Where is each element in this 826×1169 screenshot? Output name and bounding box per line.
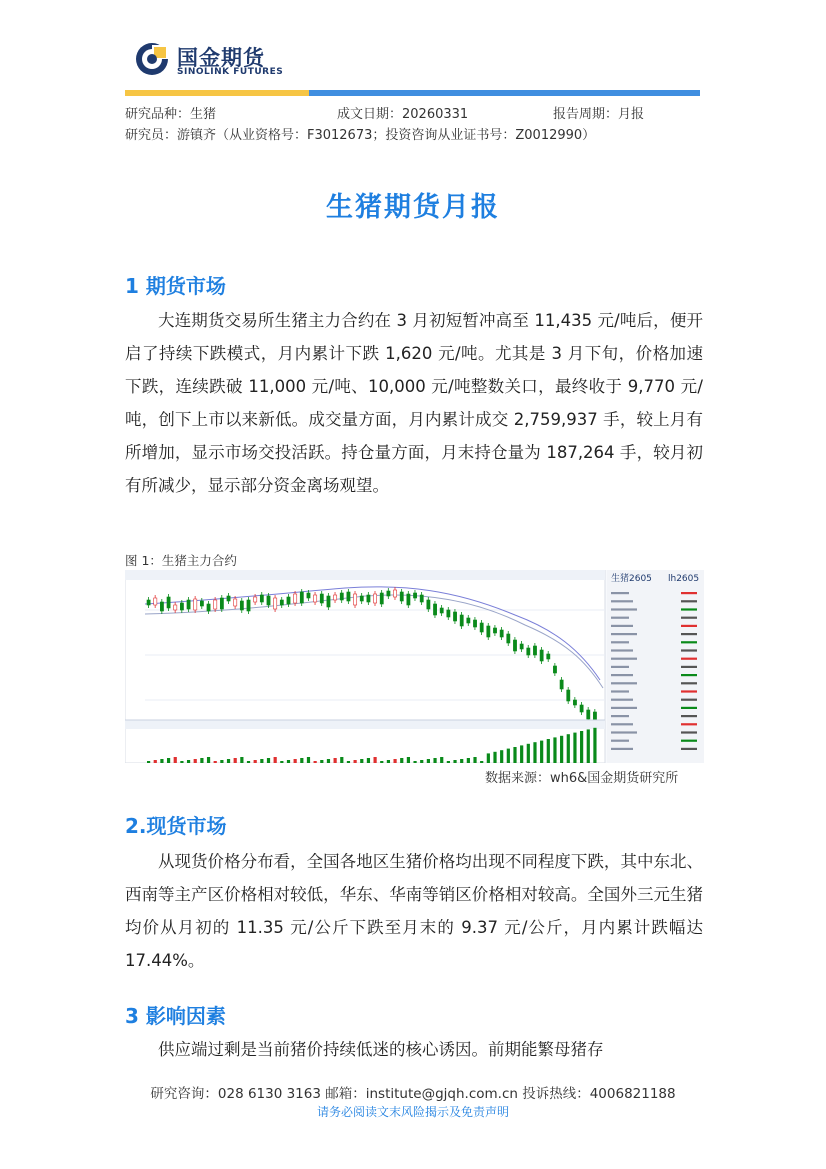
- volume-bar: [547, 739, 550, 763]
- quote-row-label: [611, 658, 637, 660]
- candle-body: [314, 595, 317, 602]
- logo-text-cn: 国金期货: [177, 46, 265, 70]
- volume-bar: [453, 760, 456, 763]
- quote-row-value: [681, 682, 697, 684]
- volume-bar: [247, 761, 250, 763]
- meta-researcher: 研究员：游镇齐（从业资格号：F3012673；投资咨询从业证书号：Z0012990）: [125, 128, 596, 143]
- quote-row-value: [681, 740, 697, 742]
- quote-row-value: [681, 608, 697, 610]
- candle-body: [280, 600, 283, 605]
- volume-bar: [280, 761, 283, 763]
- quote-row-value: [681, 731, 697, 733]
- quote-row-label: [611, 690, 629, 692]
- logo-text-en: SINOLINK FUTURES: [177, 67, 284, 77]
- volume-bar: [260, 759, 263, 763]
- volume-bar: [254, 760, 257, 763]
- candle-body: [154, 598, 157, 605]
- quote-row-label: [611, 666, 629, 668]
- candle-body: [180, 603, 183, 610]
- candle-body: [387, 591, 390, 596]
- candle-body: [553, 666, 556, 673]
- candle-body: [267, 596, 270, 605]
- quote-row-label: [611, 674, 633, 676]
- candle-body: [220, 598, 223, 609]
- candle-body: [580, 705, 583, 712]
- quote-row-value: [681, 707, 697, 709]
- figure-source: 数据来源：wh6&国金期货研究所: [485, 771, 679, 786]
- volume-bar: [200, 758, 203, 763]
- volume-bar: [500, 750, 503, 763]
- quote-row-label: [611, 740, 629, 742]
- quote-row-value: [681, 649, 697, 651]
- candle-body: [433, 604, 436, 615]
- candle-body: [247, 600, 250, 611]
- quote-row-label: [611, 707, 637, 709]
- candle-body: [587, 710, 590, 719]
- volume-bar: [460, 759, 463, 763]
- candle-body: [374, 594, 377, 603]
- quote-row-label: [611, 641, 629, 643]
- volume-bar: [440, 757, 443, 763]
- volume-bar: [154, 760, 157, 763]
- meta-variety: 研究品种：生猪: [125, 107, 217, 122]
- meta-date: 成文日期：20260331: [337, 107, 469, 122]
- quote-row-label: [611, 600, 633, 602]
- quote-row-label: [611, 699, 633, 701]
- volume-bar: [347, 761, 350, 763]
- figure-caption: 图 1：生猪主力合约: [125, 553, 237, 568]
- candle-body: [187, 600, 190, 609]
- volume-bar: [240, 757, 243, 763]
- candle-body: [407, 594, 410, 605]
- candle-body: [567, 690, 570, 701]
- candle-body: [487, 626, 490, 637]
- candle-body: [207, 604, 210, 611]
- candle-body: [380, 593, 383, 604]
- candle-body: [234, 599, 237, 606]
- candle-body: [400, 592, 403, 601]
- volume-bar: [194, 759, 197, 763]
- volume-bar: [167, 758, 170, 763]
- quote-row-value: [681, 633, 697, 635]
- volume-bar: [433, 758, 436, 763]
- quote-row-value: [681, 748, 697, 750]
- quote-row-label: [611, 617, 629, 619]
- candle-body: [240, 601, 243, 610]
- header-divider-bar: [125, 90, 700, 96]
- candle-body: [360, 596, 363, 601]
- candle-body: [274, 598, 277, 609]
- candle-body: [547, 654, 550, 659]
- candle-body: [560, 680, 563, 689]
- volume-bar: [287, 760, 290, 763]
- sinolink-logo-icon: [135, 42, 169, 76]
- volume-bar: [413, 761, 416, 763]
- candle-body: [327, 596, 330, 607]
- candle-body: [160, 602, 163, 611]
- candle-body: [533, 646, 536, 655]
- volume-bar: [234, 758, 237, 763]
- volume-bar: [487, 753, 490, 763]
- section-heading-spot: 2.现货市场: [125, 814, 227, 838]
- volume-bar: [493, 752, 496, 763]
- volume-bar: [560, 736, 563, 763]
- candle-body: [460, 615, 463, 626]
- volume-bar: [473, 757, 476, 763]
- candle-body: [260, 595, 263, 602]
- volume-bar: [147, 761, 150, 763]
- quote-row-label: [611, 592, 629, 594]
- quote-row-value: [681, 666, 697, 668]
- quote-row-label: [611, 682, 637, 684]
- volume-bar: [334, 758, 337, 763]
- candle-body: [300, 592, 303, 603]
- section-heading-futures: 1 期货市场: [125, 274, 226, 298]
- volume-bar: [520, 745, 523, 763]
- candle-body: [227, 596, 230, 601]
- candle-body: [467, 618, 470, 623]
- volume-bar: [354, 760, 357, 763]
- meta-period: 报告周期：月报: [553, 107, 645, 122]
- section-body-spot: [125, 845, 703, 977]
- volume-bar: [480, 761, 483, 763]
- paragraph-spot: 从现货价格分布看，全国各地区生猪价格均出现不同程度下跌，其中东北、西南等主产区价格相对较低，华东、华南等销区价格相对较高。全国外三元生猪均价从月初的 11.35 元/公斤下跌至月末的 9.37 元/公斤，月内累计跌幅达 17.44%。: [125, 852, 703, 970]
- quote-row-value: [681, 658, 697, 660]
- candle-body: [520, 644, 523, 649]
- document-title: 生猪期货月报: [326, 192, 500, 223]
- volume-bar: [367, 758, 370, 763]
- quote-row-value: [681, 600, 697, 602]
- volume-bar: [220, 760, 223, 763]
- volume-bar: [540, 741, 543, 763]
- candle-body: [174, 605, 177, 610]
- candle-body: [200, 601, 203, 606]
- candle-body: [500, 630, 503, 637]
- candle-body: [320, 594, 323, 603]
- candle-body: [507, 634, 510, 643]
- candle-body: [307, 593, 310, 598]
- candle-body: [334, 595, 337, 600]
- volume-bar: [533, 742, 536, 763]
- candle-body: [480, 623, 483, 632]
- candle-body: [254, 597, 257, 602]
- quote-row-label: [611, 715, 629, 717]
- quote-row-value: [681, 723, 697, 725]
- candle-body: [367, 595, 370, 602]
- volume-bar: [374, 757, 377, 763]
- volume-bar: [507, 749, 510, 763]
- candle-body: [167, 597, 170, 608]
- candle-body: [287, 597, 290, 604]
- volume-bar: [274, 757, 277, 763]
- contract-code: lh2605: [668, 574, 700, 584]
- volume-bar: [387, 760, 390, 763]
- volume-bar: [294, 759, 297, 763]
- volume-bar: [340, 757, 343, 763]
- candle-body: [420, 595, 423, 602]
- quote-row-value: [681, 699, 697, 701]
- volume-bar: [527, 744, 530, 763]
- volume-bar: [587, 729, 590, 763]
- quote-row-label: [611, 608, 637, 610]
- volume-bar: [593, 728, 596, 763]
- candle-body: [214, 600, 217, 609]
- contract-label: 生猪2605: [611, 574, 652, 584]
- volume-bar: [214, 761, 217, 763]
- volume-bar: [553, 737, 556, 763]
- candle-body: [194, 599, 197, 610]
- volume-bar: [187, 760, 190, 763]
- volume-bar: [174, 757, 177, 763]
- candle-body: [347, 592, 350, 601]
- candle-body: [573, 700, 576, 705]
- section-heading-factors: 3 影响因素: [125, 1004, 226, 1028]
- candle-body: [513, 640, 516, 651]
- volume-bar: [467, 758, 470, 763]
- volume-bar: [400, 758, 403, 763]
- candle-body: [427, 600, 430, 609]
- footer-contact: 研究咨询：028 6130 3163 邮箱：institute@gjqh.com.cn 投诉热线：4006821188: [150, 1086, 676, 1102]
- volume-bar: [567, 734, 570, 763]
- section-body-futures: [125, 304, 703, 502]
- candle-body: [413, 593, 416, 598]
- volume-bar: [407, 757, 410, 763]
- volume-bar: [393, 759, 396, 763]
- candle-body: [354, 594, 357, 605]
- volume-bar: [320, 760, 323, 763]
- volume-bar: [300, 758, 303, 763]
- candle-body: [294, 594, 297, 603]
- paragraph-factors: 供应端过剩是当前猪价持续低迷的核心诱因。前期能繁母猪存: [158, 1040, 604, 1059]
- quote-row-value: [681, 592, 697, 594]
- quote-row-value: [681, 617, 697, 619]
- candle-body: [147, 600, 150, 605]
- quote-row-value: [681, 625, 697, 627]
- quote-row-label: [611, 723, 633, 725]
- paragraph-futures: 大连期货交易所生猪主力合约在 3 月初短暂冲高至 11,435 元/吨后，便开启了持续下跌模式，月内累计下跌 1,620 元/吨。尤其是 3 月下旬，价格加速下跌，连续跌破 11,000 元/吨、10,000 元/吨整数关口，最终收于 9,770 元/吨，创下上市以来新低。成交量方面，月内累计成交 2,759,937 手，较上月有所增加，显示市场交投活跃。持仓量方面，月末持仓量为 187,264 手，较月初有所减少，显示部分资金离场观望。: [125, 311, 703, 495]
- quote-row-value: [681, 690, 697, 692]
- quote-row-label: [611, 633, 637, 635]
- volume-bar: [307, 757, 310, 763]
- quote-row-label: [611, 625, 633, 627]
- volume-bar: [380, 761, 383, 763]
- volume-bar: [227, 759, 230, 763]
- quote-row-label: [611, 649, 633, 651]
- quote-row-label: [611, 748, 633, 750]
- quote-row-label: [611, 731, 637, 733]
- quote-row-value: [681, 715, 697, 717]
- volume-bar: [513, 747, 516, 763]
- candle-body: [493, 628, 496, 633]
- quote-row-value: [681, 674, 697, 676]
- volume-bar: [427, 759, 430, 763]
- volume-bar: [327, 759, 330, 763]
- candle-body: [440, 608, 443, 613]
- volume-bar: [573, 733, 576, 763]
- candle-body: [473, 620, 476, 627]
- volume-bar: [420, 760, 423, 763]
- volume-bar: [160, 759, 163, 763]
- volume-bar: [447, 761, 450, 763]
- volume-bar: [180, 761, 183, 763]
- quote-row-value: [681, 641, 697, 643]
- candle-body: [527, 648, 530, 655]
- volume-bar: [314, 761, 317, 763]
- volume-bar: [360, 759, 363, 763]
- volume-bar: [580, 731, 583, 763]
- candle-body: [393, 590, 396, 597]
- candle-body: [447, 610, 450, 617]
- candle-body: [540, 650, 543, 661]
- volume-bar: [207, 757, 210, 763]
- volume-bar: [267, 758, 270, 763]
- futures-kline-chart: [125, 570, 704, 763]
- section-body-factors: [125, 1033, 703, 1066]
- footer-disclaimer: 请务必阅读文末风险揭示及免责声明: [316, 1105, 509, 1119]
- candle-body: [453, 612, 456, 621]
- candle-body: [340, 593, 343, 600]
